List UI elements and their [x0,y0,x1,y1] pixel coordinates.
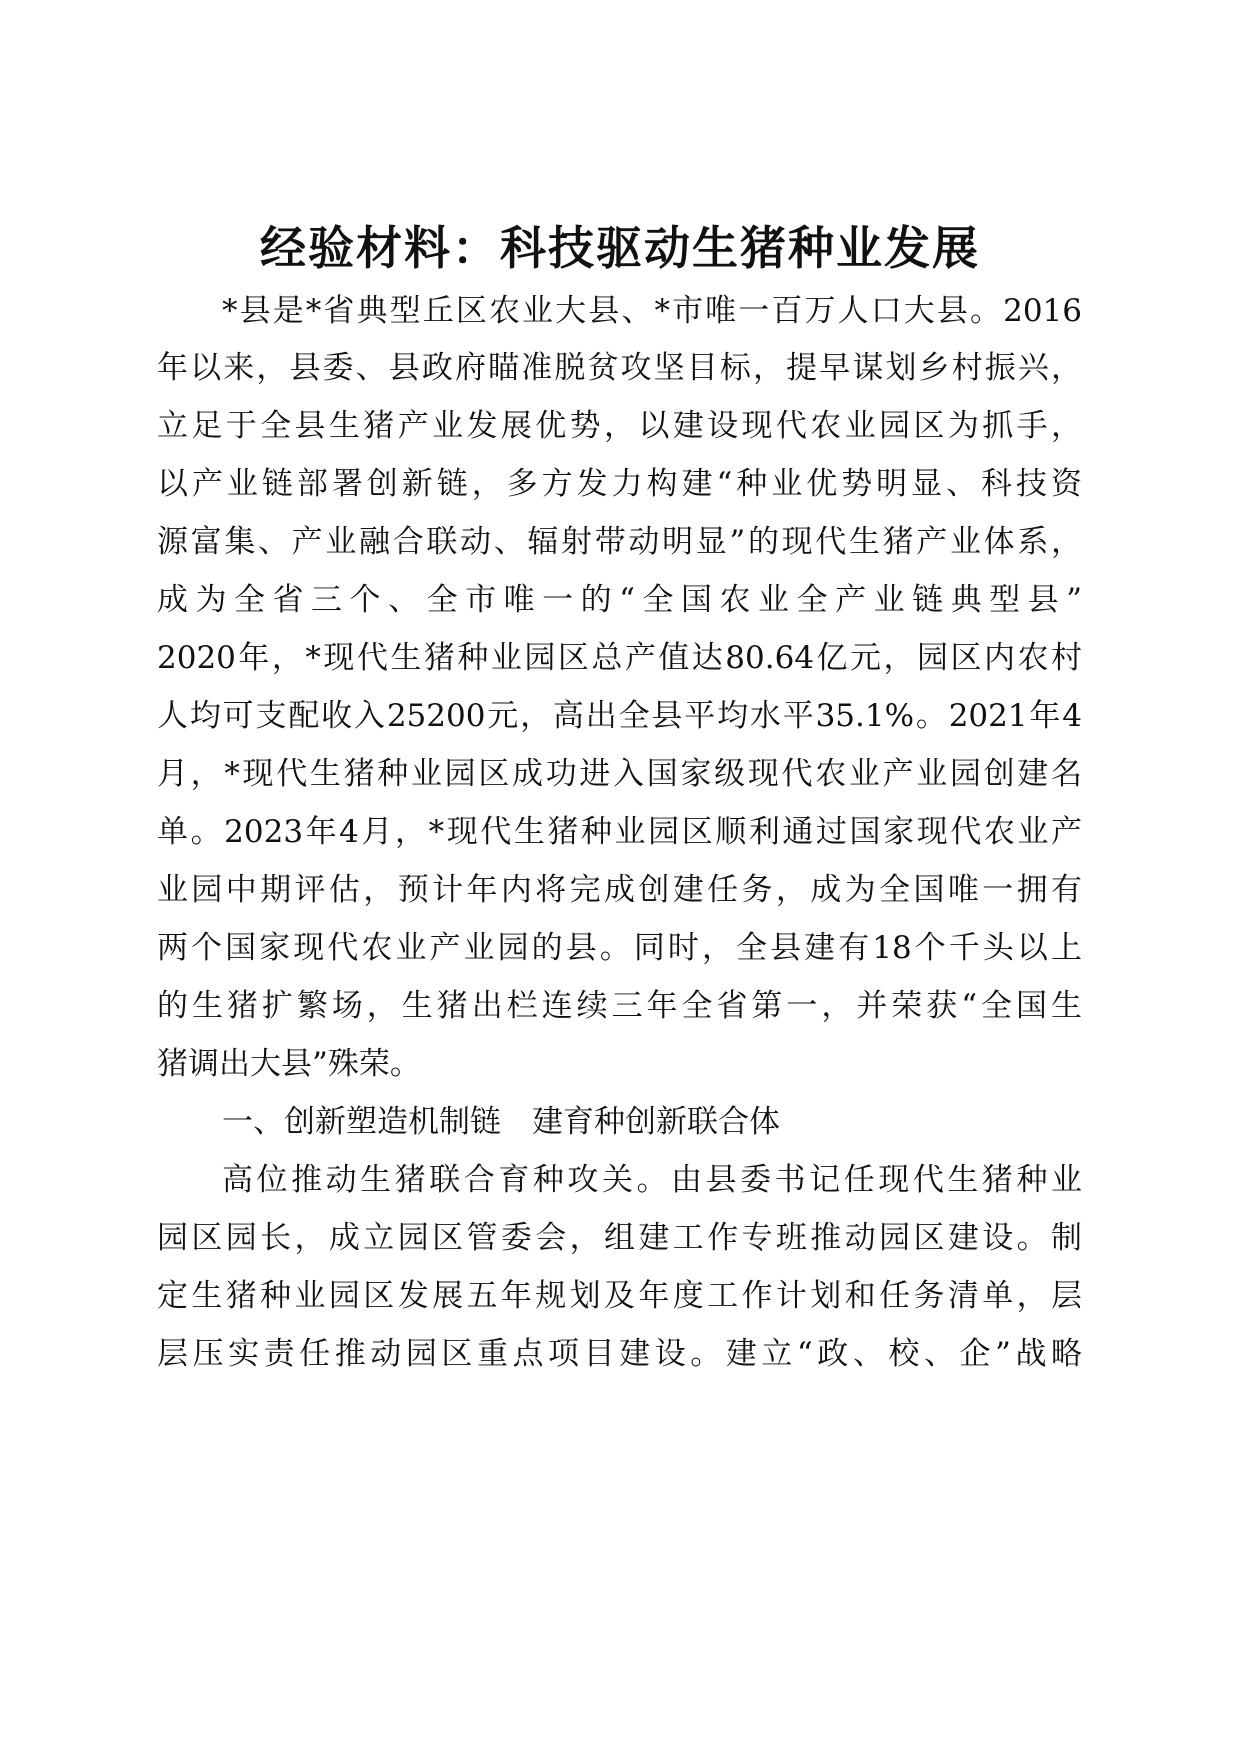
paragraph-line: 源富集、产业融合联动、辐射带动明显”的现代生猪产业体系， [157,524,1082,560]
paragraph-line: 的生猪扩繁场，生猪出栏连续三年全省第一，并荣获“全国生 [157,988,1082,1024]
paragraph-line: 猪调出大县”殊荣。 [157,1046,421,1082]
paragraph-line: 层压实责任推动园区重点项目建设。建立“政、校、企”战略 [157,1336,1082,1372]
paragraph-line: 两个国家现代农业产业园的县。同时，全县建有18个千头以上 [157,930,1082,966]
paragraph-line: 2020年，*现代生猪种业园区总产值达80.64亿元，园区内农村 [157,640,1082,676]
paragraph-line: 定生猪种业园区发展五年规划及年度工作计划和任务清单，层 [157,1278,1082,1314]
paragraph-line: 成为全省三个、全市唯一的“全国农业全产业链典型县” [157,582,1082,618]
paragraph-line: 高位推动生猪联合育种攻关。由县委书记任现代生猪种业 [222,1162,1082,1198]
paragraph-line: 人均可支配收入25200元，高出全县平均水平35.1%。2021年4 [157,698,1082,734]
paragraph-line: *县是*省典型丘区农业大县、*市唯一百万人口大县。2016 [222,293,1082,329]
paragraph-line: 以产业链部署创新链，多方发力构建“种业优势明显、科技资 [157,466,1082,502]
section-heading: 一、创新塑造机制链 建育种创新联合体 [222,1104,780,1140]
paragraph-line: 园区园长，成立园区管委会，组建工作专班推动园区建设。制 [157,1220,1082,1256]
paragraph-line: 立足于全县生猪产业发展优势，以建设现代农业园区为抓手， [157,408,1082,444]
document-title: 经验材料：科技驱动生猪种业发展 [260,221,980,275]
paragraph-line: 单。2023年4月，*现代生猪种业园区顺利通过国家现代农业产 [157,814,1082,850]
paragraph-line: 业园中期评估，预计年内将完成创建任务，成为全国唯一拥有 [157,872,1082,908]
paragraph-line: 月，*现代生猪种业园区成功进入国家级现代农业产业园创建名 [157,756,1082,792]
paragraph-line: 年以来，县委、县政府瞄准脱贫攻坚目标，提早谋划乡村振兴， [157,350,1082,386]
